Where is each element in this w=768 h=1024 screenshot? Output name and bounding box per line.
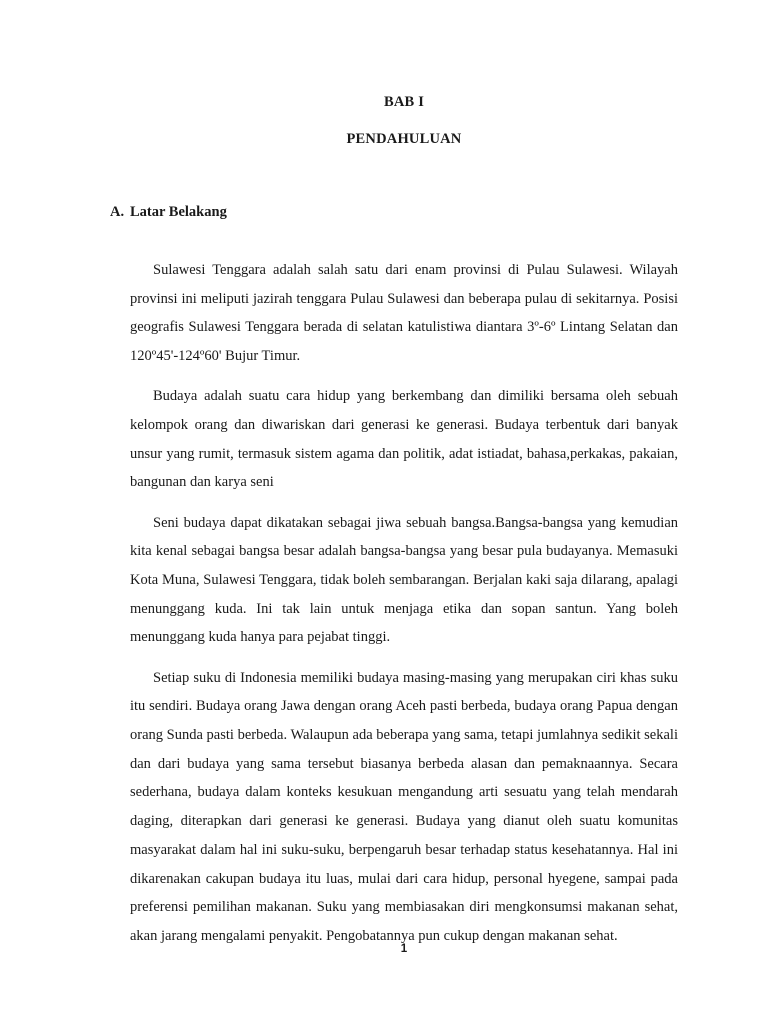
page-number: 1 [400,943,408,955]
body-text [130,256,678,962]
paragraph: Sulawesi Tenggara adalah salah satu dari enam provinsi di Pulau Sulawesi. Wilayah provinsi ini meliputi jazirah tenggara Pulau Sulawesi dan beberapa pulau di sekitarnya. Posisi geografis Sulawesi Tenggara berada di selatan katulistiwa diantara 3º-6º Lintang Selatan dan 120º45'-124º60' Bujur Timur. [130,262,678,365]
paragraph: Seni budaya dapat dikatakan sebagai jiwa sebuah bangsa.Bangsa-bangsa yang kemudian kita kenal sebagai bangsa besar adalah bangsa-bangsa yang besar pula budayanya. Memasuki Kota Muna, Sulawesi Tenggara, tidak boleh sembarangan. Berjalan kaki saja dilarang, apalagi menunggang kuda. Ini tak lain untuk menjaga etika dan sopan santun. Yang boleh menunggang kuda hanya para pejabat tinggi. [130,514,678,646]
section-letter: A. [110,204,125,220]
paragraph: Setiap suku di Indonesia memiliki budaya masing-masing yang merupakan ciri khas suku itu sendiri. Budaya orang Jawa dengan orang Aceh pasti berbeda, budaya orang Papua dengan orang Sunda pasti berbeda. Walaupun ada beberapa yang sama, tetapi jumlahnya sedikit sekali dan dari budaya yang sama tersebut biasanya berbeda alasan dan pemaknaannya. Secara sederhana, budaya dalam konteks kesukuan mengandung arti sesuatu yang telah mendarah daging, diterapkan dari generasi ke generasi. Budaya yang dianut oleh suatu komunitas masyarakat dalam hal ini suku-suku, berpengaruh besar terhadap status kesehatannya. Hal ini dikarenakan cakupan budaya itu luas, mulai dari cara hidup, personal hyegene, sampai pada preferensi pemilihan makanan. Suku yang membiasakan diri mengkonsumsi makanan sehat, akan jarang mengalami penyakit. Pengobatannya pun cukup dengan makanan sehat. [130,669,678,944]
document-page [110,0,678,1024]
chapter-heading: BAB I [383,94,425,110]
paragraph: Budaya adalah suatu cara hidup yang berkembang dan dimiliki bersama oleh sebuah kelompok orang dan diwariskan dari generasi ke generasi. Budaya terbentuk dari banyak unsur yang rumit, termasuk sistem agama dan politik, adat istiadat, bahasa,perkakas, pakaian, bangunan dan karya seni [130,388,678,491]
chapter-title: PENDAHULUAN [346,131,462,147]
section-title: Latar Belakang [130,204,227,220]
section-heading [110,204,227,221]
